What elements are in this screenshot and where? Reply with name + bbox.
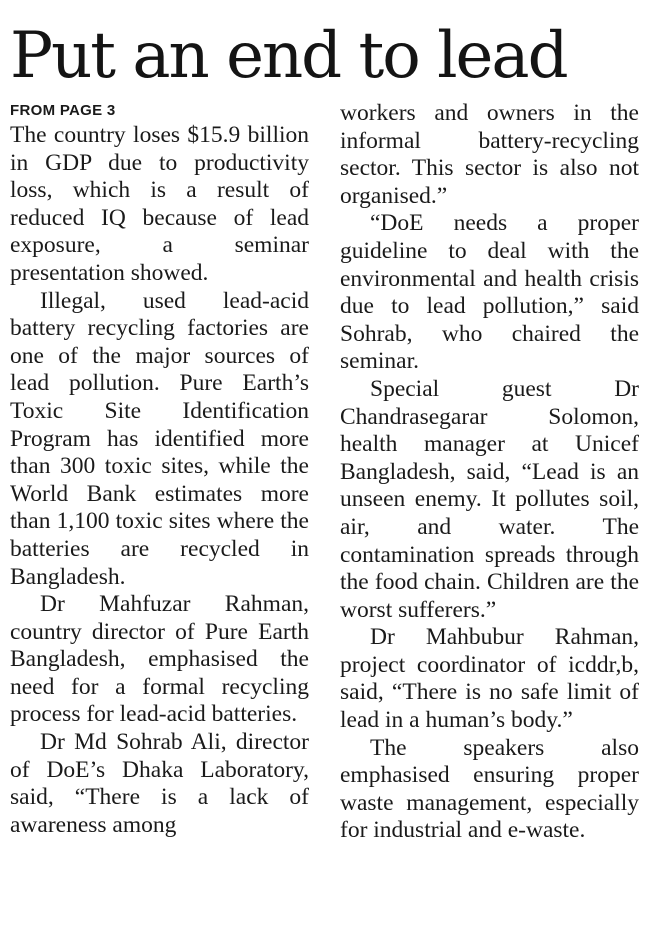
paragraph: Special guest Dr Chandrasegarar Solomon, health manager at Unicef Bangladesh, said, “Lead is an unseen enemy. It pollutes soil, air, and water. The contamination spreads through the food chain. Children are the worst sufferers.” xyxy=(340,375,639,623)
paragraph: Dr Mahfuzar Rahman, country director of Pure Earth Bangladesh, emphasised the need for a formal recycling process for lead-acid batteries. xyxy=(10,591,309,728)
paragraph: “DoE needs a proper guideline to deal with the environmental and health crisis due to lead pollution,” said Sohrab, who chaired the seminar. xyxy=(340,210,639,375)
paragraph: Illegal, used lead-acid battery recycling factories are one of the major sources of lead pollution. Pure Earth’s Toxic Site Identification Program has identified more than 300 toxic sites, while the World Bank estimates more than 1,100 toxic sites where the batteries are recycled in Bangladesh. xyxy=(10,287,309,590)
paragraph: Dr Md Sohrab Ali, director of DoE’s Dhaka Laboratory, said, “There is a lack of awareness among xyxy=(10,729,309,838)
left-column xyxy=(10,100,309,845)
paragraph: The country loses $15.9 billion in GDP due to productivity loss, which is a result of reduced IQ because of lead exposure, a seminar presentation showed. xyxy=(10,122,309,286)
article-body xyxy=(10,100,639,845)
paragraph-continued: workers and owners in the informal battery-recycling sector. This sector is also not organised.” xyxy=(340,100,639,209)
jump-line: FROM PAGE 3 xyxy=(10,102,116,119)
paragraph: Dr Mahbubur Rahman, project coordinator of icddr,b, said, “There is no safe limit of lead in a human’s body.” xyxy=(340,624,639,734)
right-column xyxy=(340,100,639,845)
headline: Put an end to lead xyxy=(10,19,567,93)
paragraph: The speakers also emphasised ensuring proper waste management, especially for industrial and e-waste. xyxy=(340,734,639,844)
